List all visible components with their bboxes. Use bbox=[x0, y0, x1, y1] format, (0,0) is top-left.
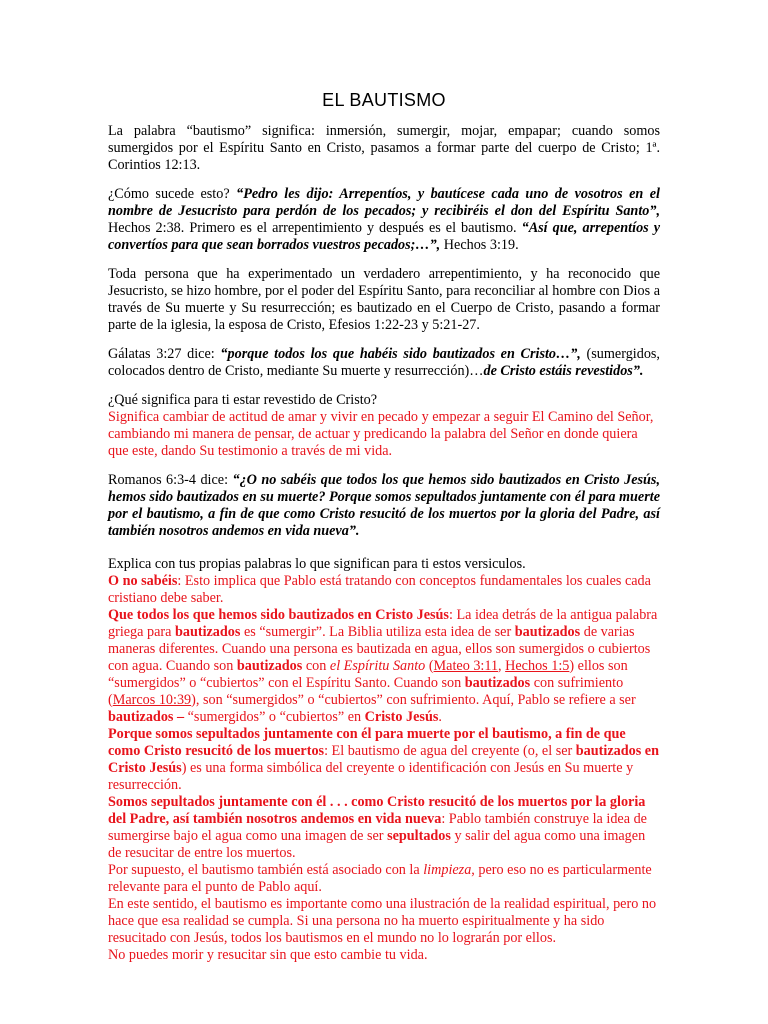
quote-hechos-2-38: “Pedro les dijo: Arrepentíos, y bautícese cada uno de vosotros en el nombre de Jesucristo para perdón de los pecados; y recibiréis el don del Espíritu Santo”, bbox=[108, 186, 661, 219]
bold-phrase: Porque somos sepultados juntamente con él para muerte por el bautismo, a fin de que como Cristo resucitó de los muertos bbox=[108, 726, 626, 759]
paragraph-person: Toda persona que ha experimentado un verdadero arrepentimiento, y ha reconocido que Jesucristo, se hizo hombre, por el poder del Espíritu Santo, para reconciliar al hombre con Dios a través de Su muerte y Su resurrección; es bautizado en el Cuerpo de Cristo, pasando a formar parte de la iglesia, la esposa de Cristo, Efesios 1:22-23 y 5:21-27. bbox=[108, 266, 660, 333]
italic-word: limpieza bbox=[423, 862, 472, 878]
answer-2-2 bbox=[108, 607, 660, 726]
bold-word: Cristo Jesús bbox=[364, 709, 439, 725]
paragraph-how bbox=[108, 186, 660, 254]
bold-phrase: O no sabéis bbox=[108, 573, 178, 589]
quote-galatas-end: de Cristo estáis revestidos”. bbox=[483, 363, 644, 379]
text: de varias maneras diferentes. Cuando una persona es bautizada en agua, ellos son sumergidos o cubiertos con agua. Cuando son bbox=[108, 624, 651, 674]
answer-2-4 bbox=[108, 794, 660, 862]
quote-galatas: “porque todos los que habéis sido bautizados en Cristo…”, bbox=[220, 346, 581, 362]
italic-phrase: el Espíritu Santo bbox=[329, 658, 426, 674]
text: : Pablo también construye la idea de sumergirse bajo el agua como una imagen de ser bbox=[108, 811, 647, 844]
answer-2-7: No puedes morir y resucitar sin que esto cambie tu vida. bbox=[108, 947, 428, 963]
text: ) es una forma simbólica del creyente o identificación con Jesús en Su muerte y resurrección. bbox=[108, 760, 634, 793]
text: (sumergidos, colocados dentro de Cristo, mediante Su muerte y resurrección)… bbox=[108, 346, 660, 379]
text: ¿Cómo sucede esto? bbox=[108, 186, 237, 202]
question-block-1 bbox=[108, 392, 660, 460]
link-mateo-3-11[interactable]: Mateo 3:11 bbox=[433, 658, 499, 674]
paragraph-definition: La palabra “bautismo” significa: inmersión, sumergir, mojar, empapar; cuando somos sumergidos por el Espíritu Santo en Cristo, pasamos a formar parte del cuerpo de Cristo; 1ª. Corintios 12:13. bbox=[108, 123, 660, 173]
text: Por supuesto, el bautismo también está asociado con la bbox=[108, 862, 424, 878]
bold-word: bautizados bbox=[514, 624, 581, 640]
bold-phrase: Que todos los que hemos sido bautizados en Cristo Jesús bbox=[108, 607, 449, 623]
bold-word: bautizados bbox=[464, 675, 531, 691]
text: ( bbox=[425, 658, 434, 674]
text: Romanos 6:3-4 dice: bbox=[108, 472, 233, 488]
text: . bbox=[438, 709, 442, 725]
quote-romanos: “¿O no sabéis que todos los que hemos sido bautizados en Cristo Jesús, hemos sido bautizados en su muerte? Porque somos sepultados juntamente con él para muerte por el bautismo, a fin de que como Cristo resucitó de los muertos por la gloria del Padre, así también nosotros andemos en vida nueva”. bbox=[108, 472, 660, 539]
text: , pero eso no es particularmente relevante para el punto de Pablo aquí. bbox=[108, 862, 652, 895]
text: ) ellos son “sumergidos” o “cubiertos” con el Espíritu Santo. Cuando son bbox=[108, 658, 628, 691]
bold-word: bautizados bbox=[174, 624, 241, 640]
quote-hechos-3-19: “Así que, arrepentíos y convertíos para que sean borrados vuestros pecados;…”, bbox=[108, 220, 660, 253]
answer-2-5 bbox=[108, 862, 660, 896]
text: es “sumergir”. La Biblia utiliza esta idea de ser bbox=[240, 624, 515, 640]
bold-word: bautizados bbox=[236, 658, 303, 674]
bold-phrase: bautizados en Cristo Jesús bbox=[108, 743, 659, 776]
document-title: EL BAUTISMO bbox=[322, 90, 446, 110]
text: , bbox=[498, 658, 506, 674]
text: : Esto implica que Pablo está tratando con conceptos fundamentales los cuales cada cristiano debe saber. bbox=[108, 573, 651, 606]
answer-2-6: En este sentido, el bautismo es importante como una ilustración de la realidad espiritual, pero no hace que esa realidad se cumpla. Si una persona no ha muerto espiritualmente y ha sido resucitado con Jesús, todos los bautismos en el mundo no lo lograrán por ellos. bbox=[108, 896, 657, 946]
answer-2-3 bbox=[108, 726, 660, 794]
text: : El bautismo de agua del creyente (o, el ser bbox=[324, 743, 576, 759]
question-block-2 bbox=[108, 556, 660, 964]
answer-1: Significa cambiar de actitud de amar y vivir en pecado y empezar a seguir El Camino del Señor, cambiando mi manera de pensar, de actuar y predicando la palabra del Señor en donde quiera que este, dando Su testimonio a través de mi vida. bbox=[108, 409, 654, 459]
text: ), son “sumergidos” o “cubiertos” con sufrimiento. Aquí, Pablo se refiere a ser bbox=[191, 692, 636, 708]
paragraph-romanos bbox=[108, 472, 660, 540]
bold-phrase: Somos sepultados juntamente con él . . . como Cristo resucitó de los muertos por la gloria del Padre, así también nosotros andemos en vida nueva bbox=[108, 794, 646, 827]
text: : La idea detrás de la antigua palabra griega para bbox=[108, 607, 658, 640]
link-hechos-1-5[interactable]: Hechos 1:5 bbox=[505, 658, 570, 674]
text: con bbox=[302, 658, 330, 674]
document-page bbox=[108, 92, 660, 964]
answer-2-1 bbox=[108, 573, 660, 607]
paragraph-galatas bbox=[108, 346, 660, 380]
text: y salir del agua como una imagen de resucitar de entre los muertos. bbox=[108, 828, 646, 861]
text: Gálatas 3:27 dice: bbox=[108, 346, 221, 362]
bold-word: bautizados – bbox=[108, 709, 185, 725]
text: Hechos 2:38. Primero es el arrepentimiento y después es el bautismo. bbox=[108, 220, 522, 236]
bold-word: sepultados bbox=[387, 828, 451, 844]
text: “sumergidos” o “cubiertos” en bbox=[184, 709, 365, 725]
link-marcos-10-39[interactable]: Marcos 10:39 bbox=[112, 692, 192, 708]
text: con sufrimiento ( bbox=[108, 675, 624, 708]
question-1: ¿Qué significa para ti estar revestido de Cristo? bbox=[108, 392, 378, 408]
text: Hechos 3:19. bbox=[440, 237, 519, 253]
question-2: Explica con tus propias palabras lo que significan para ti estos versiculos. bbox=[108, 556, 526, 572]
